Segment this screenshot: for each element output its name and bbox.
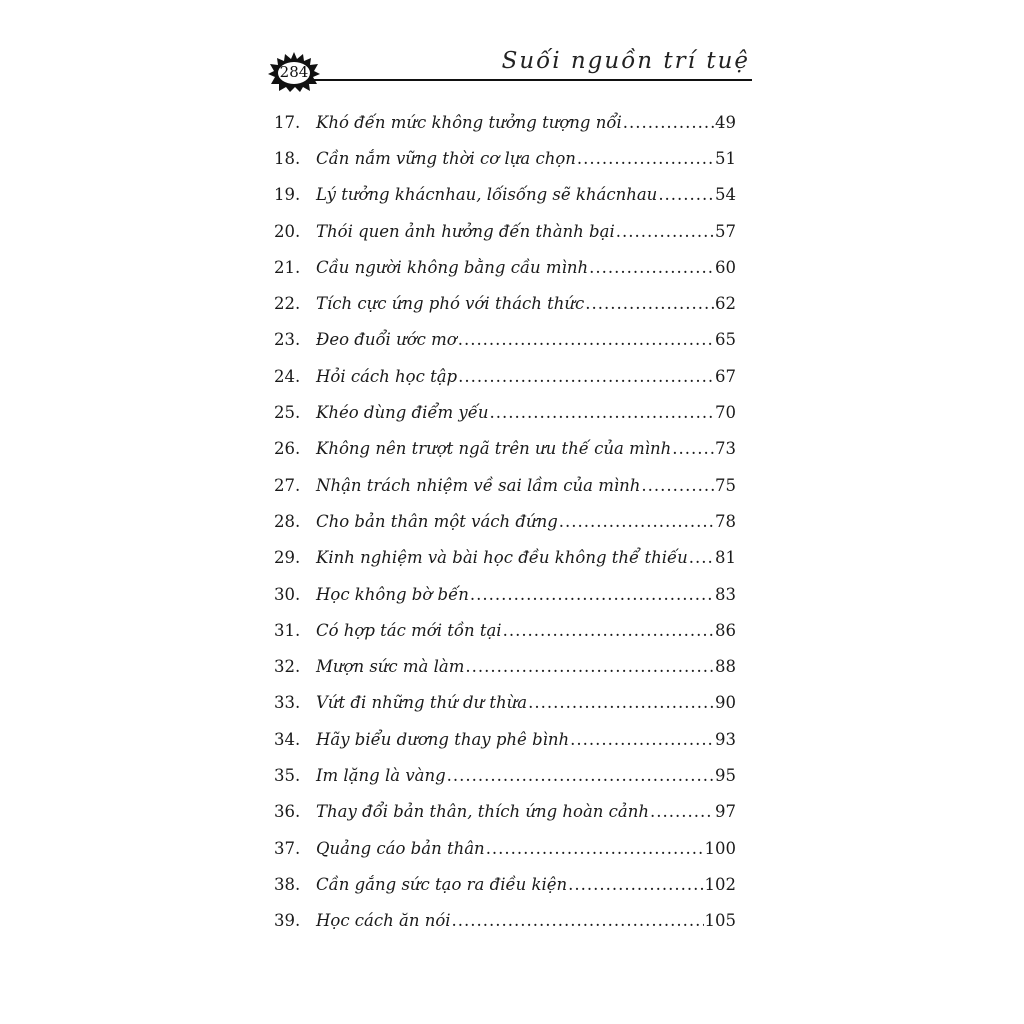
toc-dot-leader <box>559 512 714 531</box>
toc-dot-leader <box>452 911 704 930</box>
toc-entry <box>274 903 736 939</box>
toc-entry-page: 54 <box>715 185 736 205</box>
header-divider <box>314 79 752 81</box>
toc-entry-number: 26. <box>274 439 301 459</box>
toc-entry-title: Học cách ăn nói <box>316 911 451 931</box>
toc-entry-page: 57 <box>715 221 736 241</box>
toc-entry <box>274 830 736 866</box>
toc-entry <box>274 177 736 213</box>
toc-entry-number: 31. <box>274 620 301 640</box>
toc-entry-page: 67 <box>715 366 736 386</box>
toc-entry-number: 30. <box>274 584 301 604</box>
toc-entry-title: Nhận trách nhiệm về sai lầm của mình <box>316 475 641 495</box>
toc-dot-leader <box>490 403 714 422</box>
toc-entry-number: 17. <box>274 112 301 132</box>
toc-entry <box>274 503 736 539</box>
toc-dot-leader <box>447 766 714 785</box>
toc-entry <box>274 685 736 721</box>
toc-dot-leader <box>577 149 714 168</box>
toc-entry-title: Cần gắng sức tạo ra điều kiện <box>316 874 568 894</box>
toc-entry-page: 78 <box>715 511 736 531</box>
toc-entry-page: 95 <box>715 765 736 785</box>
toc-entry-page: 97 <box>715 802 736 822</box>
toc-entry-page: 105 <box>704 911 736 931</box>
toc-entry <box>274 249 736 285</box>
toc-entry-page: 93 <box>715 729 736 749</box>
toc-entry-title: Quảng cáo bản thân <box>316 838 485 858</box>
toc-entry-page: 62 <box>715 294 736 314</box>
toc-entry-title: Đeo đuổi ước mơ <box>316 330 457 350</box>
toc-dot-leader <box>672 439 714 458</box>
toc-entry-number: 29. <box>274 548 301 568</box>
toc-entry-title: Im lặng là vàng <box>316 765 446 785</box>
toc-entry-page: 90 <box>715 693 736 713</box>
toc-entry-title: Mượn sức mà làm <box>316 657 465 677</box>
page-number: 284 <box>279 63 309 81</box>
toc-entry-number: 25. <box>274 403 301 423</box>
toc-entry <box>274 648 736 684</box>
toc-entry-number: 33. <box>274 693 301 713</box>
toc-entry <box>274 467 736 503</box>
toc-entry-title: Cho bản thân một vách đứng <box>316 511 558 531</box>
toc-entry-number: 27. <box>274 475 301 495</box>
toc-entry <box>274 104 736 140</box>
toc-dot-leader <box>486 839 704 858</box>
toc-entry-number: 19. <box>274 185 301 205</box>
toc-entry-title: Học không bờ bến <box>316 584 469 604</box>
toc-entry-page: 88 <box>715 657 736 677</box>
toc-entry-title: Hãy biểu dương thay phê bình <box>316 729 570 749</box>
toc-entry-title: Cần nắm vững thời cơ lựa chọn <box>316 148 576 168</box>
running-head-title: Suối nguồn trí tuệ <box>501 48 750 74</box>
toc-entry-title: Kinh nghiệm và bài học đều không thể thiếu <box>316 548 688 568</box>
toc-entry-title: Khéo dùng điểm yếu <box>316 403 489 423</box>
toc-entry-title: Khó đến mức không tưởng tượng nổi <box>316 112 622 132</box>
toc-entry-number: 21. <box>274 257 301 277</box>
toc-entry-page: 49 <box>715 112 736 132</box>
page-number-badge <box>268 52 320 92</box>
toc-entry <box>274 612 736 648</box>
toc-entry-page: 83 <box>715 584 736 604</box>
toc-entry-page: 81 <box>715 548 736 568</box>
toc-entry-number: 36. <box>274 802 301 822</box>
toc-dot-leader <box>641 476 714 495</box>
toc-entry <box>274 540 736 576</box>
toc-entry <box>274 322 736 358</box>
toc-entry-title: Vứt đi những thứ dư thừa <box>316 693 528 713</box>
toc-dot-leader <box>503 621 714 640</box>
toc-entry-number: 38. <box>274 874 301 894</box>
toc-dot-leader <box>650 802 714 821</box>
toc-dot-leader <box>658 185 714 204</box>
toc-entry-title: Cầu người không bằng cầu mình <box>316 257 589 277</box>
toc-dot-leader <box>616 222 714 241</box>
toc-entry-number: 22. <box>274 294 301 314</box>
toc-entry-title: Tích cực ứng phó với thách thức <box>316 294 585 314</box>
toc-entry-number: 20. <box>274 221 301 241</box>
toc-entry-number: 32. <box>274 657 301 677</box>
toc-entry-number: 24. <box>274 366 301 386</box>
toc-entry-page: 86 <box>715 620 736 640</box>
toc-entry-number: 37. <box>274 838 301 858</box>
toc-entry-number: 34. <box>274 729 301 749</box>
toc-entry-title: Có hợp tác mới tồn tại <box>316 620 502 640</box>
toc-entry <box>274 757 736 793</box>
toc-dot-leader <box>589 258 714 277</box>
toc-entry-page: 100 <box>704 838 736 858</box>
toc-dot-leader <box>585 294 714 313</box>
toc-dot-leader <box>470 585 714 604</box>
toc-entry-page: 102 <box>704 874 736 894</box>
toc-entry-number: 18. <box>274 148 301 168</box>
toc-entry <box>274 213 736 249</box>
toc-entry <box>274 394 736 430</box>
toc-dot-leader <box>568 875 703 894</box>
toc-entry-page: 60 <box>715 257 736 277</box>
toc-entry <box>274 866 736 902</box>
page-header <box>268 46 752 92</box>
toc-dot-leader <box>570 730 714 749</box>
toc-entry-title: Không nên trượt ngã trên ưu thế của mình <box>316 439 672 459</box>
toc-entry-number: 28. <box>274 511 301 531</box>
toc-entry <box>274 794 736 830</box>
toc-entry-title: Thay đổi bản thân, thích ứng hoàn cảnh <box>316 802 650 822</box>
toc-entry <box>274 140 736 176</box>
toc-entry <box>274 358 736 394</box>
toc-entry-number: 23. <box>274 330 301 350</box>
toc-dot-leader <box>458 330 714 349</box>
toc-entry-page: 51 <box>715 148 736 168</box>
toc-entry-page: 70 <box>715 403 736 423</box>
toc-entry-title: Hỏi cách học tập <box>316 366 458 386</box>
table-of-contents <box>274 104 736 939</box>
toc-entry-page: 65 <box>715 330 736 350</box>
toc-entry-number: 35. <box>274 765 301 785</box>
toc-entry <box>274 431 736 467</box>
toc-entry-number: 39. <box>274 911 301 931</box>
toc-entry-page: 73 <box>715 439 736 459</box>
toc-dot-leader <box>689 548 714 567</box>
toc-entry-title: Lý tưởng khácnhau, lốisống sẽ khácnhau <box>316 185 658 205</box>
toc-entry <box>274 576 736 612</box>
toc-dot-leader <box>465 657 714 676</box>
toc-entry-page: 75 <box>715 475 736 495</box>
toc-entry <box>274 721 736 757</box>
toc-entry-title: Thói quen ảnh hưởng đến thành bại <box>316 221 615 241</box>
toc-dot-leader <box>528 693 714 712</box>
toc-dot-leader <box>458 367 714 386</box>
toc-entry <box>274 285 736 321</box>
toc-dot-leader <box>623 113 714 132</box>
